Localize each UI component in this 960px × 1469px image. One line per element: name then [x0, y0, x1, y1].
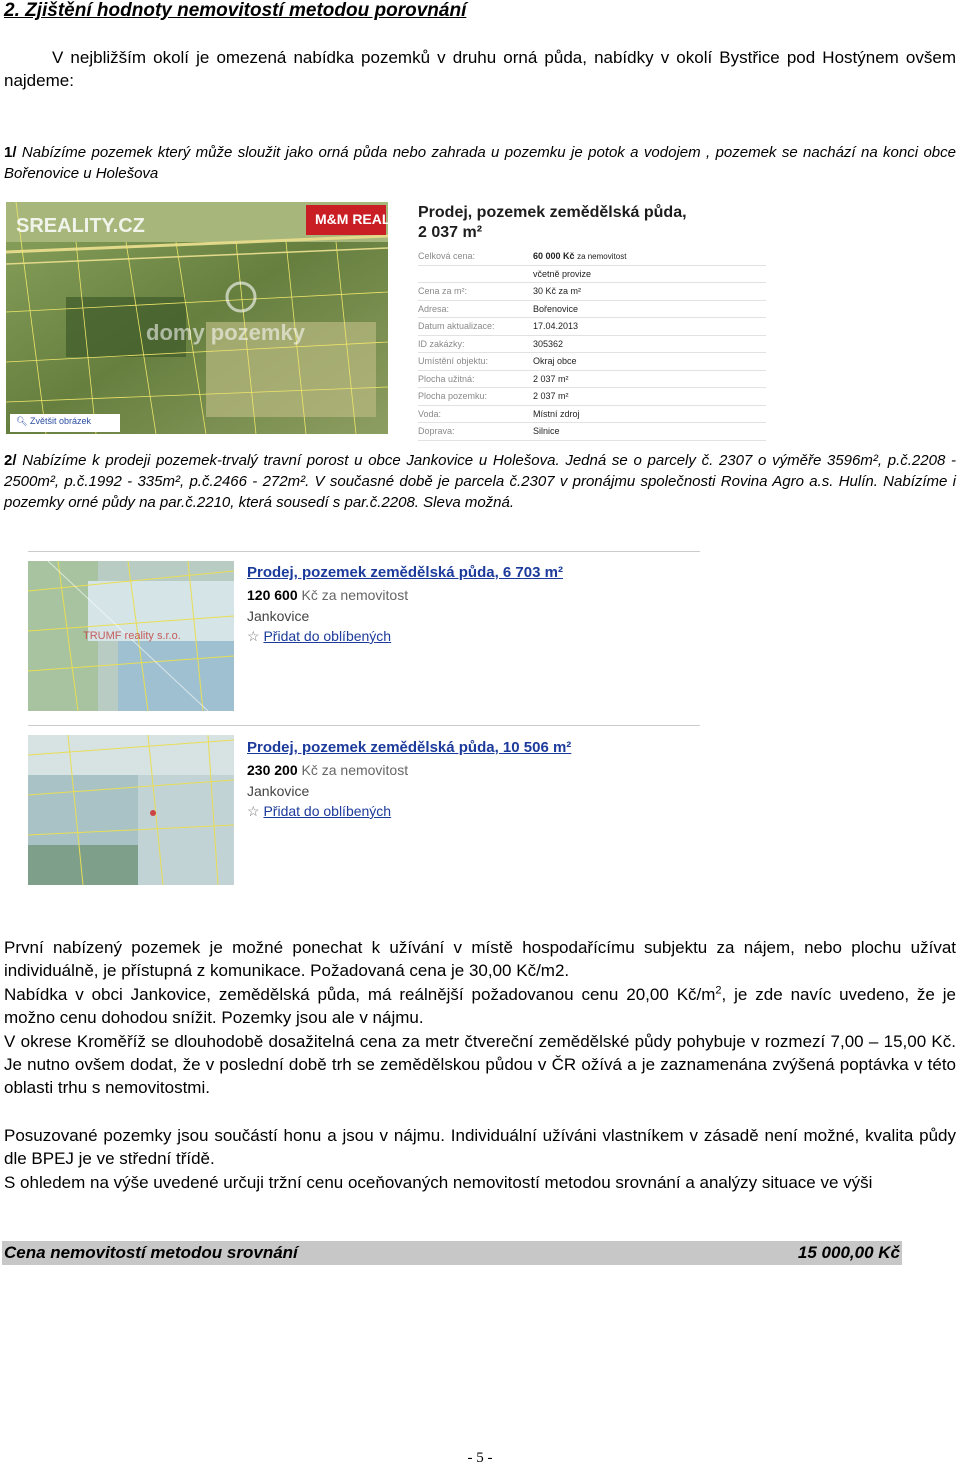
- paragraph-5: S ohledem na výše uvedené určuji tržní cenu oceňovaných nemovitostí metodou srovnání a analýzy situace ve výši: [4, 1173, 873, 1192]
- listing1-logo-right: M&M REALITY: [315, 211, 413, 227]
- detail-value: Silnice: [533, 423, 766, 441]
- page-number: - 5 -: [467, 1450, 493, 1466]
- listing2-aerial-map: [28, 561, 234, 711]
- detail-value: včetně provize: [533, 265, 766, 283]
- paragraph-2-sup: 2: [715, 984, 722, 997]
- table-row: [418, 423, 766, 441]
- paragraph-4: Posuzované pozemky jsou součástí honu a jsou v nájmu. Individuální užíváni vlastníkem v zásadě není možné, kvalita půdy dle BPEJ je ve střední třídě.: [4, 1126, 956, 1168]
- detail-value: 17.04.2013: [533, 318, 766, 336]
- table-row: [418, 370, 766, 388]
- offer2-paragraph: [4, 450, 956, 513]
- listing3-detail: [247, 738, 697, 821]
- listing2-title-link[interactable]: Prodej, pozemek zemědělská půda, 6 703 m²: [247, 564, 563, 581]
- intro-paragraph: V nejbližším okolí je omezená nabídka pozemků v druhu orná půda, nabídky v okolí Bystřice pod Hostýnem ovšem najdeme:: [4, 48, 956, 90]
- divider: [28, 725, 700, 726]
- summary-value: 15 000,00 Kč: [797, 1243, 900, 1262]
- table-row: [418, 318, 766, 336]
- detail-value: 305362: [533, 335, 766, 353]
- offer2-number: 2/: [4, 452, 17, 469]
- listing3-fav-label: Přidat do oblíbených: [263, 803, 392, 819]
- detail-value: Bořenovice: [533, 300, 766, 318]
- listing3-place: Jankovice: [247, 783, 310, 799]
- detail-value: 2 037 m²: [533, 370, 766, 388]
- detail-value: 60 000 Kč: [533, 251, 575, 262]
- listing2-fav-label: Přidat do oblíbených: [263, 628, 392, 644]
- table-row: [418, 353, 766, 371]
- detail-value: 2 037 m²: [533, 388, 766, 406]
- table-row: [418, 283, 766, 301]
- detail-key: Datum aktualizace:: [418, 318, 533, 336]
- section-title: 2. Zjištění hodnoty nemovitostí metodou porovnání: [4, 0, 467, 21]
- table-row: [418, 300, 766, 318]
- listing3-aerial-map: [28, 735, 234, 885]
- listing1-title-line1: Prodej, pozemek zemědělská půda,: [418, 204, 687, 221]
- listing3-fav-link[interactable]: [247, 801, 697, 821]
- paragraph-2-text-a: Nabídka v obci Jankovice, zemědělská půda, má reálnější požadovanou cenu 20,00 Kč/m: [4, 985, 716, 1004]
- star-icon: ☆: [247, 628, 260, 644]
- detail-key: Plocha užitná:: [418, 370, 533, 388]
- detail-key: Cena za m²:: [418, 283, 533, 301]
- detail-key: Adresa:: [418, 300, 533, 318]
- paragraph-2-text-b: , je zde navíc uvedeno, že je možno cenu dohodou snížit. Pozemky jsou ale v nájmu.: [4, 985, 956, 1027]
- listing2-price: 120 600: [247, 587, 298, 603]
- magnifier-icon: 🔍︎: [16, 416, 28, 426]
- listing1-map-image: [6, 202, 413, 434]
- detail-key: Voda:: [418, 405, 533, 423]
- listing3-title-link[interactable]: Prodej, pozemek zemědělská půda, 10 506 m²: [247, 739, 572, 756]
- detail-value: 30 Kč za m²: [533, 283, 766, 301]
- detail-key: [418, 265, 533, 283]
- listing3-map-image: [28, 735, 234, 885]
- table-row: [418, 248, 766, 265]
- detail-key: ID zakázky:: [418, 335, 533, 353]
- detail-value: Okraj obce: [533, 353, 766, 371]
- detail-key: Plocha pozemku:: [418, 388, 533, 406]
- offer1-number: 1/: [4, 144, 17, 161]
- offer1-text: Nabízíme pozemek který může sloužit jako orná půda nebo zahrada u pozemku je potok a vodojem , pozemek se nachází na konci obce Bořenovice u Holešova: [4, 144, 956, 182]
- table-row: [418, 388, 766, 406]
- detail-key: Doprava:: [418, 423, 533, 441]
- listing1-title-line2: 2 037 m²: [418, 224, 483, 241]
- detail-value: Místní zdroj: [533, 405, 766, 423]
- listing2-map-image: [28, 561, 234, 711]
- offer1-paragraph: [4, 142, 956, 184]
- divider: [28, 551, 700, 552]
- star-icon: ☆: [247, 803, 260, 819]
- listing2-watermark: TRUMF reality s.r.o.: [83, 630, 181, 642]
- listing2-detail: [247, 563, 697, 646]
- listing2-fav-link[interactable]: [247, 626, 697, 646]
- paragraph-1: První nabízený pozemek je možné ponechat k užívání v místě hospodařícímu subjektu za nájem, nebo plochu užívat individuálně, je přístupná z komunikace. Požadovaná cena je 30,00 Kč/m2.: [4, 938, 956, 980]
- listing1-logo-left: SREALITY.CZ: [16, 215, 145, 237]
- listing1-detail: [418, 203, 768, 441]
- zoom-label: Zvětšit obrázek: [29, 416, 91, 426]
- table-row: [418, 265, 766, 283]
- listing3-price-suffix: Kč za nemovitost: [301, 762, 409, 778]
- listing2-price-suffix: Kč za nemovitost: [301, 587, 409, 603]
- listing2-place: Jankovice: [247, 608, 310, 624]
- listing3-price: 230 200: [247, 762, 298, 778]
- detail-key: Umístění objektu:: [418, 353, 533, 371]
- listing1-watermark: domy pozemky: [146, 320, 305, 345]
- summary-label: Cena nemovitostí metodou srovnání: [4, 1243, 298, 1262]
- detail-key: Celková cena:: [418, 248, 533, 265]
- paragraph-3: V okrese Kroměříž se dlouhodobě dosažitelná cena za metr čtvereční zemědělské půdy pohybuje v rozmezí 7,00 – 15,00 Kč. Je nutno ovšem dodat, že v poslední době trh se zemědělskou půdou v ČR ožívá a je zaznamenána zvýšená poptávka v této oblasti trhu s nemovitostmi.: [4, 1032, 956, 1097]
- table-row: [418, 405, 766, 423]
- listing1-aerial-map: [6, 202, 413, 434]
- listing1-details-table: [418, 248, 766, 441]
- zoom-image-link[interactable]: [16, 416, 91, 427]
- table-row: [418, 335, 766, 353]
- offer2-text: Nabízíme k prodeji pozemek-trvalý travní porost u obce Jankovice u Holešova. Jedná se o parcely č. 2307 o výměře 3596m², p.č.2208 - 2500m², p.č.1992 - 335m², p.č.2466 - 272m². V současné době je parcela č.2307 v pronájmu společnosti Rovina Agro a.s. Hulín. Nabízíme i pozemky orné půdy na par.č.2210, která sousedí s par.č.2208. Sleva možná.: [4, 452, 956, 511]
- detail-extra: za nemovitost: [577, 252, 627, 262]
- paragraph-2: [4, 983, 956, 1029]
- summary-bar: [2, 1241, 902, 1265]
